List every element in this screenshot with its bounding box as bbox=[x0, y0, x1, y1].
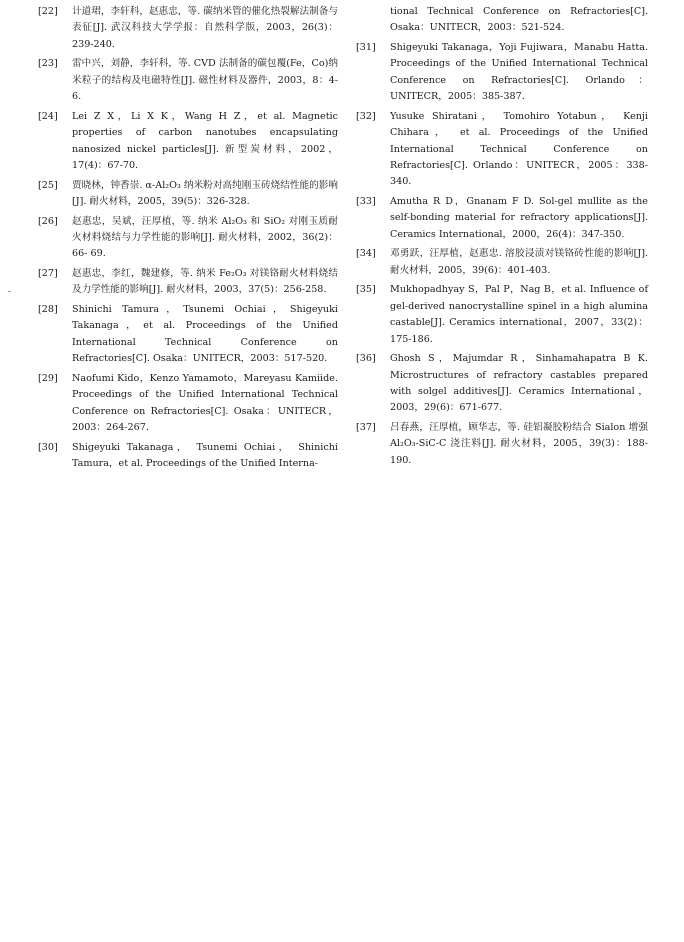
reference-item bbox=[356, 282, 648, 348]
reference-item bbox=[356, 40, 648, 106]
reference-number: [23] bbox=[38, 58, 58, 70]
reference-text: Mukhopadhyay S，Pal P，Nag B，et al. Influence of gel-derived nanocrystalline spinel in a high alumina castable[J]. Ceramics international，2007，33(2)：175-186. bbox=[390, 284, 648, 345]
reference-text: Yusuke Shiratani， Tomohiro Yotabun， Kenji Chihara， et al. Proceedings of the Unified International Technical Conference on Refractories[C]. Orlando：UNITECR，2005：338-340. bbox=[390, 110, 648, 188]
references-left-column bbox=[38, 4, 338, 476]
reference-item bbox=[356, 194, 648, 243]
reference-number: [28] bbox=[38, 304, 58, 316]
reference-number: [31] bbox=[356, 42, 376, 53]
reference-text: tional Technical Conference on Refractories[C]. Osaka：UNITECR，2003：521-524. bbox=[390, 6, 648, 34]
reference-item bbox=[38, 440, 338, 473]
reference-number: [27] bbox=[38, 268, 58, 280]
reference-number: [25] bbox=[38, 179, 58, 191]
reference-number: [36] bbox=[356, 353, 376, 365]
reference-text: 雷中兴，刘静，李轩科，等. CVD 法制备的碳包覆(Fe，Co)纳米粒子的结构及电磁特性[J]. 磁性材料及器件，2003，8：4-6. bbox=[72, 58, 338, 103]
reference-text: Shigeyuki Takanaga，Yoji Fujiwara，Manabu Hatta. Proceedings of the Unified International Technical Conference on Refractories[C]. Orlando：UNITECR，2005：385-387. bbox=[390, 42, 648, 103]
reference-text: 吕春燕，汪厚植，顾华志，等. 硅铝凝胶粉结合 Sialon 增强 Al₂O₃-SiC-C 浇注料[J]. 耐火材料，2005，39(3)：188-190. bbox=[390, 422, 648, 466]
reference-item bbox=[38, 266, 338, 299]
reference-item bbox=[356, 109, 648, 191]
reference-item bbox=[38, 4, 338, 53]
reference-number: [37] bbox=[356, 422, 376, 434]
reference-number: [29] bbox=[38, 372, 58, 384]
reference-number: [35] bbox=[356, 284, 376, 296]
reference-item bbox=[38, 178, 338, 211]
reference-number: [24] bbox=[38, 110, 58, 122]
reference-number: [30] bbox=[38, 441, 58, 453]
reference-text: 计道珺，李轩科，赵惠忠，等. 碳纳米管的催化热裂解法制备与表征[J]. 武汉科技大学学报：自然科学版，2003，26(3)：239-240. bbox=[72, 6, 338, 50]
reference-number: [22] bbox=[38, 6, 58, 17]
references-right-column bbox=[356, 4, 648, 472]
reference-text: Shinichi Tamura，Tsunemi Ochiai，Shigeyuki Takanaga，et al. Proceedings of the Unified International Technical Conference on Refractories[C]. Osaka：UNITECR，2003：517-520. bbox=[72, 304, 338, 365]
reference-item bbox=[38, 214, 338, 263]
reference-number: [32] bbox=[356, 110, 376, 122]
reference-item bbox=[38, 371, 338, 437]
reference-text: Shigeyuki Takanaga， Tsunemi Ochiai， Shinichi Tamura，et al. Proceedings of the Unified Interna- bbox=[72, 441, 338, 470]
margin-mark bbox=[8, 291, 11, 292]
reference-item bbox=[38, 56, 338, 105]
reference-number: [34] bbox=[356, 248, 376, 260]
reference-item bbox=[356, 420, 648, 469]
reference-item bbox=[38, 109, 338, 175]
reference-number: [33] bbox=[356, 196, 376, 208]
reference-item bbox=[38, 302, 338, 368]
reference-text: Ghosh S，Majumdar R，Sinhamahapatra B K. Microstructures of refractory castables prepared with solgel additives[J]. Ceramics International，2003，29(6)：671-677. bbox=[390, 353, 648, 414]
reference-text: Lei Z X，Li X K，Wang H Z，et al. Magnetic properties of carbon nanotubes encapsulating nanosized nickel particles[J]. 新型炭材料，2002，17(4)：67-70. bbox=[72, 110, 338, 172]
reference-text: 赵惠忠，吴斌，汪厚植，等. 纳米 Al₂O₃ 和 SiO₂ 对刚玉质耐火材料烧结与力学性能的影响[J]. 耐火材料，2002，36(2)：66- 69. bbox=[72, 215, 338, 260]
reference-item bbox=[356, 246, 648, 279]
reference-item-continued bbox=[356, 4, 648, 37]
reference-item bbox=[356, 351, 648, 417]
reference-text: 邓勇跃，汪厚植，赵惠忠. 溶胶浸渍对镁铬砖性能的影响[J]. 耐火材料，2005，39(6)：401-403. bbox=[390, 248, 648, 276]
reference-text: Amutha R D，Gnanam F D. Sol-gel mullite as the self-bonding material for refractory applications[J]. Ceramics International，2000，26(4)：347-350. bbox=[390, 196, 648, 240]
reference-text: 贾晓林，钟香崇. α-Al₂O₃ 纳米粉对高纯刚玉砖烧结性能的影响[J]. 耐火材料，2005，39(5)：326-328. bbox=[72, 179, 338, 208]
reference-number: [26] bbox=[38, 215, 58, 227]
reference-text: Naofumi Kido，Kenzo Yamamoto，Mareyasu Kamiide. Proceedings of the Unified International Technical Conference on Refractories[C]. Osaka：UNITECR，2003：264-267. bbox=[72, 372, 338, 434]
reference-text: 赵惠忠，李红，魏建修，等. 纳米 Fe₂O₃ 对镁铬耐火材料烧结及力学性能的影响[J]. 耐火材料，2003，37(5)：256-258. bbox=[72, 268, 338, 296]
